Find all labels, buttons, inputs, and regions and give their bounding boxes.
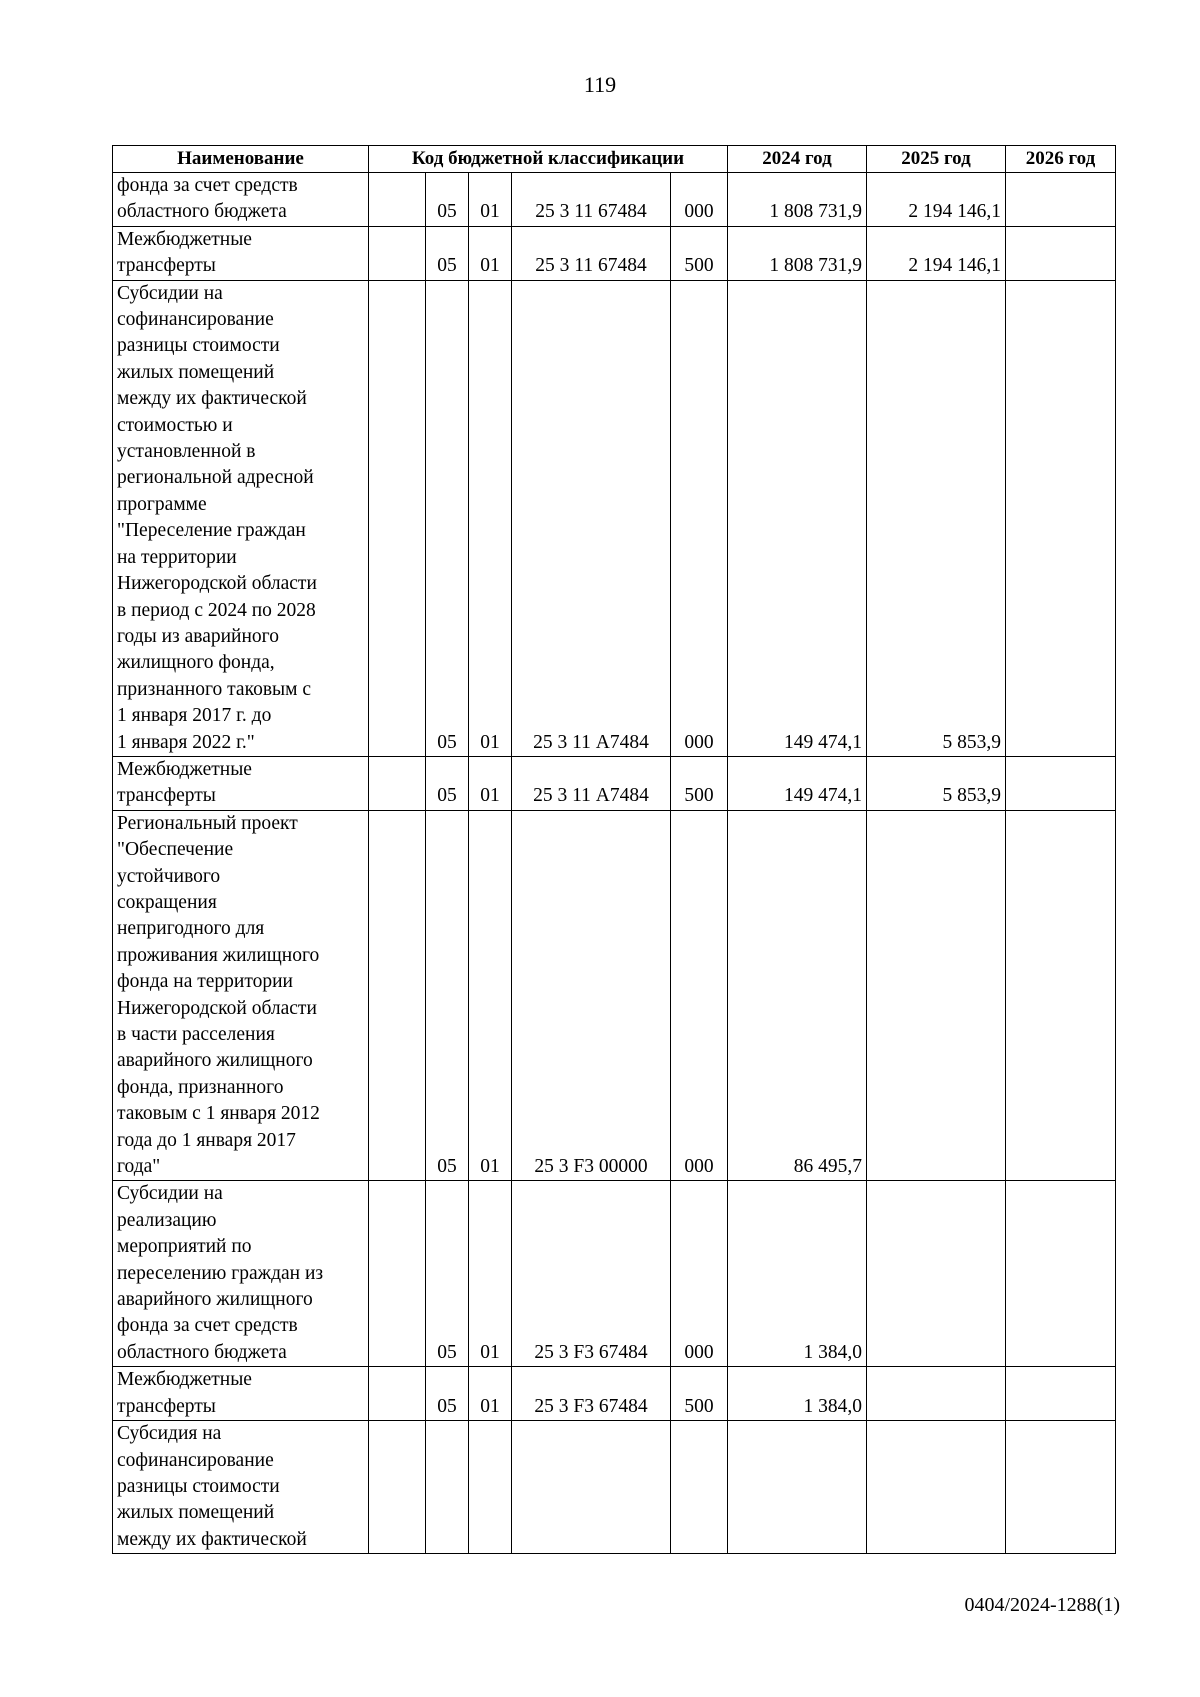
code-chapter: 05 xyxy=(426,810,469,1181)
code-section xyxy=(369,226,426,280)
amount-2026 xyxy=(1006,226,1116,280)
code-chapter xyxy=(426,1421,469,1554)
code-chapter: 05 xyxy=(426,1181,469,1367)
header-2024: 2024 год xyxy=(728,146,867,173)
table-header-row xyxy=(113,146,1116,173)
amount-2024: 149 474,1 xyxy=(728,280,867,756)
amount-2026 xyxy=(1006,810,1116,1181)
code-section xyxy=(369,173,426,227)
amount-2024 xyxy=(728,1421,867,1554)
row-name: фонда за счет средств областного бюджета xyxy=(113,173,369,227)
code-subsection: 01 xyxy=(469,810,512,1181)
page-number: 119 xyxy=(583,72,617,97)
code-expense-type: 000 xyxy=(671,1181,728,1367)
code-chapter: 05 xyxy=(426,280,469,756)
code-expense-type xyxy=(671,1421,728,1554)
amount-2026 xyxy=(1006,756,1116,810)
amount-2024: 1 384,0 xyxy=(728,1367,867,1421)
amount-2025 xyxy=(867,810,1006,1181)
table-row xyxy=(113,756,1116,810)
row-name: Региональный проект "Обеспечение устойчивого сокращения непригодного для проживания жилищного фонда на территории Нижегородской области в части расселения аварийного жилищного фонда, признанного таковым с 1 января 2012 года до 1 января 2017 года" xyxy=(113,810,369,1181)
table-row xyxy=(113,1367,1116,1421)
amount-2025: 5 853,9 xyxy=(867,280,1006,756)
header-name: Наименование xyxy=(113,146,369,173)
code-target-article: 25 3 11 А7484 xyxy=(512,280,671,756)
amount-2025 xyxy=(867,1367,1006,1421)
code-subsection: 01 xyxy=(469,1181,512,1367)
row-name: Субсидия на софинансирование разницы стоимости жилых помещений между их фактической xyxy=(113,1421,369,1554)
code-target-article: 25 3 F3 00000 xyxy=(512,810,671,1181)
table-row xyxy=(113,1421,1116,1554)
amount-2024: 86 495,7 xyxy=(728,810,867,1181)
code-expense-type: 500 xyxy=(671,1367,728,1421)
code-expense-type: 000 xyxy=(671,810,728,1181)
table-row xyxy=(113,280,1116,756)
code-section xyxy=(369,1367,426,1421)
amount-2024: 1 808 731,9 xyxy=(728,173,867,227)
amount-2026 xyxy=(1006,1181,1116,1367)
amount-2026 xyxy=(1006,1367,1116,1421)
code-subsection: 01 xyxy=(469,226,512,280)
code-section xyxy=(369,756,426,810)
table-row xyxy=(113,810,1116,1181)
amount-2025 xyxy=(867,1421,1006,1554)
code-chapter: 05 xyxy=(426,173,469,227)
table-row xyxy=(113,173,1116,227)
row-name: Межбюджетные трансферты xyxy=(113,1367,369,1421)
code-expense-type: 500 xyxy=(671,226,728,280)
row-name: Субсидии на софинансирование разницы стоимости жилых помещений между их фактической стоимостью и установленной в региональной адресной программе "Переселение граждан на территории Нижегородской области в период с 2024 по 2028 годы из аварийного жилищного фонда, признанного таковым с 1 января 2017 г. до 1 января 2022 г." xyxy=(113,280,369,756)
amount-2026 xyxy=(1006,1421,1116,1554)
row-name: Субсидии на реализацию мероприятий по переселению граждан из аварийного жилищного фонда за счет средств областного бюджета xyxy=(113,1181,369,1367)
code-subsection: 01 xyxy=(469,173,512,227)
code-target-article xyxy=(512,1421,671,1554)
code-chapter: 05 xyxy=(426,226,469,280)
code-section xyxy=(369,1181,426,1367)
header-code: Код бюджетной классификации xyxy=(369,146,728,173)
code-section xyxy=(369,810,426,1181)
code-subsection: 01 xyxy=(469,756,512,810)
code-target-article: 25 3 F3 67484 xyxy=(512,1181,671,1367)
amount-2026 xyxy=(1006,280,1116,756)
code-subsection xyxy=(469,1421,512,1554)
amount-2026 xyxy=(1006,173,1116,227)
header-2026: 2026 год xyxy=(1006,146,1116,173)
code-chapter: 05 xyxy=(426,1367,469,1421)
amount-2025 xyxy=(867,1181,1006,1367)
code-section xyxy=(369,1421,426,1554)
table-row xyxy=(113,1181,1116,1367)
code-subsection: 01 xyxy=(469,280,512,756)
code-expense-type: 000 xyxy=(671,280,728,756)
amount-2025: 2 194 146,1 xyxy=(867,173,1006,227)
code-target-article: 25 3 F3 67484 xyxy=(512,1367,671,1421)
code-target-article: 25 3 11 А7484 xyxy=(512,756,671,810)
amount-2025: 2 194 146,1 xyxy=(867,226,1006,280)
document-code: 0404/2024-1288(1) xyxy=(964,1594,1120,1616)
budget-table xyxy=(112,145,1116,1554)
amount-2024: 149 474,1 xyxy=(728,756,867,810)
code-target-article: 25 3 11 67484 xyxy=(512,226,671,280)
amount-2024: 1 808 731,9 xyxy=(728,226,867,280)
code-target-article: 25 3 11 67484 xyxy=(512,173,671,227)
code-expense-type: 500 xyxy=(671,756,728,810)
code-chapter: 05 xyxy=(426,756,469,810)
header-2025: 2025 год xyxy=(867,146,1006,173)
table-body xyxy=(113,173,1116,1554)
code-subsection: 01 xyxy=(469,1367,512,1421)
amount-2025: 5 853,9 xyxy=(867,756,1006,810)
amount-2024: 1 384,0 xyxy=(728,1181,867,1367)
code-expense-type: 000 xyxy=(671,173,728,227)
row-name: Межбюджетные трансферты xyxy=(113,226,369,280)
table-row xyxy=(113,226,1116,280)
row-name: Межбюджетные трансферты xyxy=(113,756,369,810)
code-section xyxy=(369,280,426,756)
